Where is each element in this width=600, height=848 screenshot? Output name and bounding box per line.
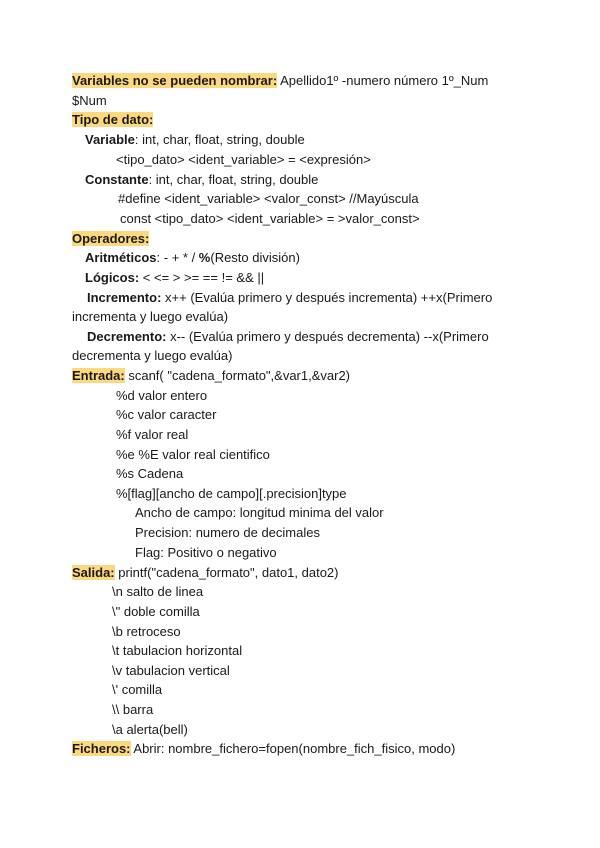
entrada-text: scanf( "cadena_formato",&var1,&var2) — [124, 368, 351, 383]
logicos-text: < <= > >= == != && || — [139, 270, 265, 285]
constante-label: Constante — [85, 172, 149, 187]
logicos-label: Lógicos: — [85, 270, 140, 285]
decremento-line — [87, 327, 489, 346]
list-item: \' comilla — [112, 682, 163, 697]
decremento-cont: decrementa y luego evalúa) — [72, 348, 233, 363]
salida-line — [72, 563, 339, 582]
aritmeticos-line — [85, 248, 300, 267]
list-item: \\ barra — [112, 702, 154, 717]
operadores-heading: Operadores: — [72, 231, 150, 246]
variable-syntax: <tipo_dato> <ident_variable> = <expresión> — [116, 152, 371, 167]
constante-text: : int, char, float, string, double — [148, 172, 319, 187]
list-subitem: Ancho de campo: longitud minima del valor — [135, 505, 384, 520]
const-syntax: const <tipo_dato> <ident_variable> = >valor_const> — [120, 211, 420, 226]
decremento-label: Decremento: — [87, 329, 167, 344]
variables-cont: $Num — [72, 93, 107, 108]
list-item: \t tabulacion horizontal — [112, 643, 243, 658]
variables-heading: Variables no se pueden nombrar: — [72, 73, 278, 88]
list-item: \" doble comilla — [112, 604, 200, 619]
list-item: \a alerta(bell) — [112, 722, 188, 737]
list-item: \b retroceso — [112, 624, 181, 639]
salida-text: printf("cadena_formato", dato1, dato2) — [114, 565, 339, 580]
ficheros-heading: Ficheros: — [72, 741, 131, 756]
define-syntax: #define <ident_variable> <valor_const> //Mayúscula — [118, 191, 419, 206]
logicos-line — [85, 268, 264, 287]
list-item: %d valor entero — [116, 388, 208, 403]
operadores-line — [72, 229, 149, 248]
aritmeticos-note: (Resto división) — [210, 250, 300, 265]
list-item: %c valor caracter — [116, 407, 217, 422]
ficheros-text: Abrir: nombre_fichero=fopen(nombre_fich_fisico, modo) — [130, 741, 456, 756]
incremento-cont: incrementa y luego evalúa) — [72, 309, 229, 324]
aritmeticos-ops: : - + * / — [156, 250, 199, 265]
list-subitem: Flag: Positivo o negativo — [135, 545, 277, 560]
ficheros-line — [72, 739, 455, 758]
list-item: %[flag][ancho de campo][.precision]type — [116, 486, 347, 501]
decremento-text: x-- (Evalúa primero y después decrementa) --x(Primero — [166, 329, 489, 344]
constante-line — [85, 170, 318, 189]
list-item: %e %E valor real cientifico — [116, 447, 270, 462]
variable-label: Variable — [85, 132, 135, 147]
salida-heading: Salida: — [72, 565, 115, 580]
variables-text: Apellido1º -numero número 1º_Num — [277, 73, 489, 88]
list-subitem: Precision: numero de decimales — [135, 525, 320, 540]
list-item: \v tabulacion vertical — [112, 663, 230, 678]
list-item: %s Cadena — [116, 466, 184, 481]
tipo-dato-line — [72, 110, 153, 129]
entrada-line — [72, 366, 350, 385]
incremento-line — [87, 288, 492, 307]
variable-line — [85, 130, 305, 149]
incremento-text: x++ (Evalúa primero y después incrementa) ++x(Primero — [161, 290, 493, 305]
modulo-operator: % — [198, 250, 211, 265]
list-item: %f valor real — [116, 427, 189, 442]
entrada-heading: Entrada: — [72, 368, 125, 383]
list-item: \n salto de linea — [112, 584, 204, 599]
variable-text: : int, char, float, string, double — [134, 132, 305, 147]
aritmeticos-label: Aritméticos — [85, 250, 157, 265]
tipo-dato-heading: Tipo de dato: — [72, 112, 154, 127]
incremento-label: Incremento: — [87, 290, 162, 305]
variables-line — [72, 71, 488, 90]
